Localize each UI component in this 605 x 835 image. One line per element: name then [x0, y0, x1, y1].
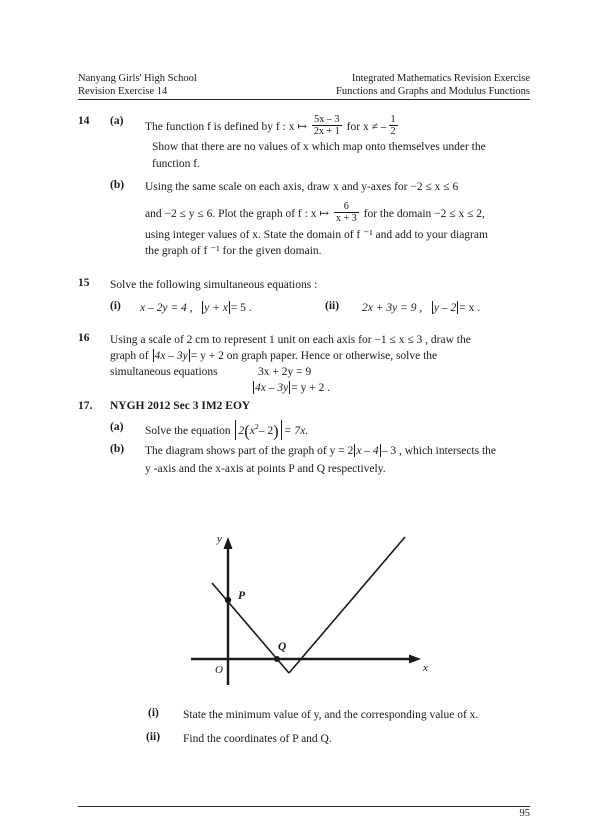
question-15i-equations: [140, 300, 252, 317]
q17a-paren-open: (: [244, 421, 250, 441]
q14a-frac1-numerator: 5x – 3: [314, 114, 340, 125]
question-17a-text: [145, 420, 308, 440]
origin-label: O: [215, 664, 223, 676]
point-q-label: Q: [278, 641, 287, 653]
question-15ii-label: (ii): [325, 300, 340, 312]
q17b-line1-post: – 3 , which intersects the: [381, 445, 497, 457]
x-axis-label: x: [423, 662, 428, 674]
q14a-fraction-1: [312, 114, 342, 138]
page-header: [78, 72, 530, 100]
q15i-eq2: = 5 .: [230, 302, 252, 314]
question-15i-label: (i): [110, 300, 121, 312]
q17a-coefficient: 2: [238, 424, 245, 437]
q16-modulus-open: [153, 349, 154, 361]
question-16-number: 16: [78, 332, 90, 344]
question-16-line2: [110, 348, 520, 365]
question-16-line3: simultaneous equations: [110, 366, 218, 378]
q17a-variable: x: [249, 424, 255, 437]
q16-line2-post: = y + 2 on graph paper. Hence or otherwise, solve the: [190, 350, 438, 362]
q16-line2-pre: graph of: [110, 350, 152, 362]
point-p-label: P: [238, 590, 246, 602]
question-16-equation-1: 3x + 2y = 9: [258, 366, 312, 378]
q16-eq2-modulus-open: [253, 381, 254, 393]
question-17bi-text: State the minimum value of y, and the corresponding value of x.: [183, 709, 479, 721]
question-17bii-label: (ii): [146, 731, 161, 743]
q16-eq2-post: = y + 2 .: [291, 382, 331, 394]
x-axis-arrowhead: [409, 655, 421, 664]
q17b-line1-pre: The diagram shows part of the graph of y = 2: [145, 445, 354, 457]
point-p-marker: [225, 597, 231, 603]
question-15-stem: Solve the following simultaneous equations :: [110, 279, 318, 291]
question-14-number: 14: [78, 115, 90, 127]
q14a-text-mid: for x ≠ –: [346, 120, 387, 133]
q15i-modulus-body: y + x: [204, 302, 228, 314]
question-17bii-text: Find the coordinates of P and Q.: [183, 733, 332, 745]
q15ii-modulus-open: [432, 301, 433, 313]
q14a-text-pre: The function f is defined by f : x ↦: [145, 120, 310, 133]
header-row-bottom: [78, 85, 530, 100]
question-17-title: NYGH 2012 Sec 3 IM2 EOY: [110, 400, 251, 412]
graph-diagram: [183, 525, 433, 695]
question-17-number: 17.: [78, 400, 93, 412]
question-17a-label: (a): [110, 421, 124, 433]
q14b-text-pre: and −2 ≤ y ≤ 6. Plot the graph of f : x ↦: [145, 207, 332, 220]
q17b-modulus-close: [380, 444, 381, 456]
q17a-rest: – 2: [258, 424, 274, 437]
question-17bi-label: (i): [148, 707, 159, 719]
q15ii-eq2: = x .: [459, 302, 481, 314]
q15i-eq1: x – 2y = 4 ,: [140, 302, 193, 314]
q17a-modulus-close: [281, 420, 282, 440]
q17a-exponent: 2: [254, 421, 259, 431]
question-14b-line2: [145, 201, 535, 225]
question-15ii-equations: [362, 300, 480, 317]
q17a-modulus-open: [235, 420, 236, 440]
question-14a-line2: Show that there are no values of x which map onto themselves under the function f.: [152, 141, 486, 170]
q16-eq2-modulus-body: 4x – 3y: [255, 382, 289, 394]
q17a-text-post: = 7x.: [283, 424, 309, 437]
question-17b-line2: y -axis and the x-axis at points P and Q respectively.: [145, 463, 386, 475]
q14b-frac-numerator: 6: [343, 201, 349, 212]
page-number: 95: [519, 808, 530, 819]
graph-svg: [183, 525, 433, 695]
q17a-text-pre: Solve the equation: [145, 424, 234, 437]
header-school-name: Nanyang Girls' High School: [78, 73, 197, 84]
q14b-frac-denominator: x + 3: [335, 213, 357, 225]
q16-modulus-body: 4x – 3y: [154, 350, 188, 362]
question-17b-line1: [145, 443, 535, 460]
q16-modulus-close: [189, 349, 190, 361]
question-14a-line1: [145, 114, 535, 138]
header-exercise-name: Revision Exercise 14: [78, 86, 168, 97]
question-14b-line4: the graph of f ⁻¹ for the given domain.: [145, 245, 322, 257]
point-q-marker: [274, 656, 280, 662]
q15ii-modulus-body: y – 2: [433, 302, 457, 314]
q17a-paren-close: ): [273, 421, 279, 441]
q15i-modulus-open: [202, 301, 203, 313]
q14a-frac1-denominator: 2x + 1: [313, 126, 340, 138]
q14a-fraction-2: [389, 114, 398, 138]
q14b-fraction: [334, 201, 359, 225]
question-14b-line1: Using the same scale on each axis, draw x and y-axes for −2 ≤ x ≤ 6: [145, 181, 459, 193]
graph-right-branch: [289, 537, 405, 673]
q14a-frac2-numerator: 1: [390, 114, 396, 125]
q14b-text-post: for the domain −2 ≤ x ≤ 2,: [363, 207, 485, 220]
header-row-top: [78, 72, 530, 85]
footer-divider: [78, 806, 530, 807]
y-axis-label: y: [217, 533, 222, 545]
q17b-modulus-body: x – 4: [356, 445, 379, 457]
question-14b-line3: using integer values of x. State the domain of f ⁻¹ and add to your diagram: [145, 229, 488, 241]
question-16-equation-2: [252, 380, 330, 397]
q14a-frac2-denominator: 2: [390, 126, 396, 138]
header-topic: Functions and Graphs and Modulus Functions: [336, 86, 530, 97]
question-15-number: 15: [78, 277, 90, 289]
question-14b-label: (b): [110, 179, 125, 191]
question-16-line1: Using a scale of 2 cm to represent 1 unit on each axis for −1 ≤ x ≤ 3 , draw the: [110, 334, 471, 346]
q15i-modulus-close: [229, 301, 230, 313]
y-axis-arrowhead: [224, 537, 233, 549]
q15ii-eq1: 2x + 3y = 9 ,: [362, 302, 423, 314]
header-subject: Integrated Mathematics Revision Exercise: [351, 73, 530, 84]
question-14a-label: (a): [110, 115, 124, 127]
question-17b-label: (b): [110, 443, 125, 455]
